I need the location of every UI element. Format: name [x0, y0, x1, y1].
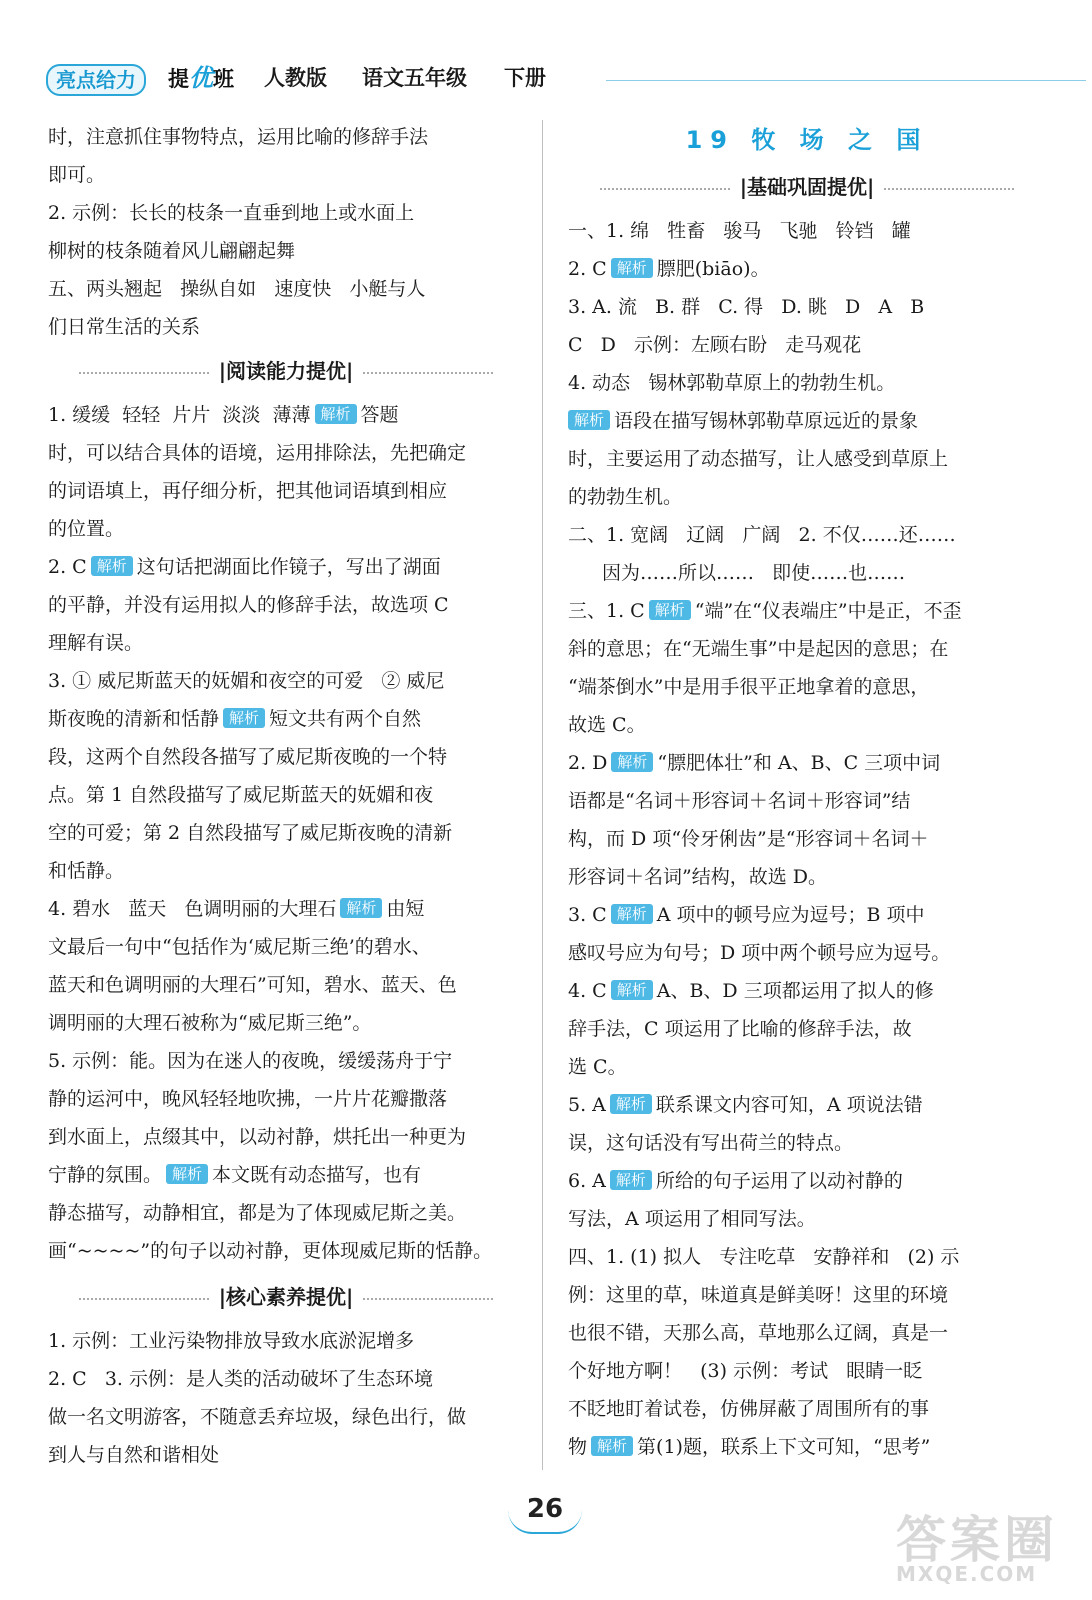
- subject: 语文五年级: [362, 66, 467, 90]
- text-line: 不眨地盯着试卷，仿佛屏蔽了周围所有的事: [568, 1398, 930, 1420]
- text-line: 时，可以结合具体的语境，运用排除法，先把确定: [48, 442, 467, 464]
- analysis-tag: 解析: [91, 556, 133, 576]
- text-line: 故选 C。: [568, 714, 646, 736]
- text-line: 斜的意思；在“无端生事”中是起因的意思；在: [568, 638, 949, 660]
- answer-text: 1. 缓缓 轻轻 片片 淡淡 薄薄: [48, 404, 311, 426]
- text-line: 3. A. 流 B. 群 C. 得 D. 眺 D A B: [568, 296, 925, 318]
- edition: 人教版: [264, 66, 327, 90]
- dotted-rule: [884, 188, 1014, 190]
- section-heading-reading: [48, 352, 524, 390]
- dotted-rule: [79, 1298, 209, 1300]
- text-line: 选 C。: [568, 1056, 627, 1078]
- text-line: 柳树的枝条随着风儿翩翩起舞: [48, 240, 296, 262]
- answer-line: [48, 1156, 421, 1194]
- answer-line: [568, 972, 934, 1010]
- section-label: |阅读能力提优|: [218, 359, 354, 383]
- section-label: |核心素养提优|: [218, 1285, 354, 1309]
- series-title: [168, 62, 234, 95]
- analysis-tag: 解析: [223, 708, 265, 728]
- text-line: 个好地方啊！ (3) 示例：考试 眼睛一眨: [568, 1360, 923, 1382]
- analysis-tag: 解析: [610, 1094, 652, 1114]
- dotted-rule: [600, 188, 730, 190]
- analysis-tag: 解析: [610, 1170, 652, 1190]
- answer-text: 2. D: [568, 752, 608, 774]
- text-line: 2. C 3. 示例：是人类的活动破坏了生态环境: [48, 1368, 433, 1390]
- text-line: 时，注意抓住事物特点，运用比喻的修辞手法: [48, 126, 429, 148]
- text-line: 语都是“名词＋形容词＋名词＋形容词”结: [568, 790, 911, 812]
- text-line: 4. 动态 锡林郭勒草原上的勃勃生机。: [568, 372, 896, 394]
- analysis-text: 第(1)题，联系上下文可知，“思考”: [637, 1436, 931, 1458]
- dotted-rule: [363, 372, 493, 374]
- analysis-line: [568, 402, 918, 440]
- answer-text: 6. A: [568, 1170, 606, 1192]
- text-line: 调明丽的大理石被称为“威尼斯三绝”。: [48, 1012, 372, 1034]
- dotted-rule: [363, 1298, 493, 1300]
- text-line: 即可。: [48, 164, 106, 186]
- text-line: 的词语填上，再仔细分析，把其他词语填到相应: [48, 480, 448, 502]
- brand-badge: 亮点给力: [46, 64, 146, 96]
- text-line: 2. 示例：长长的枝条一直垂到地上或水面上: [48, 202, 415, 224]
- text-line: 画“~~~~”的句子以动衬静，更体现威尼斯的恬静。: [48, 1240, 493, 1262]
- text-line: 的位置。: [48, 518, 125, 540]
- analysis-tag: 解析: [649, 600, 691, 620]
- text-line: 静的运河中，晚风轻轻地吹拂，一片片花瓣撒落: [48, 1088, 448, 1110]
- text-line: 文最后一句中“包括作为‘威尼斯三绝’的碧水、: [48, 936, 431, 958]
- series-pre: 提: [168, 67, 189, 91]
- text-line: 四、1. (1) 拟人 专注吃草 安静祥和 (2) 示: [568, 1246, 960, 1268]
- analysis-text: 短文共有两个自然: [269, 708, 422, 730]
- answer-line: [48, 396, 399, 434]
- answer-text: 三、1. C: [568, 600, 645, 622]
- page-number: 26: [526, 1494, 564, 1524]
- answer-text: 宁静的氛围。: [48, 1164, 163, 1186]
- analysis-tag: 解析: [315, 404, 357, 424]
- text-line: 到水面上，点缀其中，以动衬静，烘托出一种更为: [48, 1126, 467, 1148]
- watermark-url: MXQE.COM: [896, 1562, 1038, 1586]
- answer-text: 2. C: [568, 258, 607, 280]
- section-heading-basic: [568, 168, 1046, 206]
- page-header: [46, 62, 1046, 96]
- text-line: 辞手法，C 项运用了比喻的修辞手法，故: [568, 1018, 912, 1040]
- text-line: 做一名文明游客，不随意丢弃垃圾，绿色出行，做: [48, 1406, 467, 1428]
- text-line: 理解有误。: [48, 632, 144, 654]
- text-line: 因为……所以…… 即使……也……: [602, 562, 906, 584]
- column-divider: [542, 120, 543, 1470]
- analysis-text: “膘肥体壮”和 A、B、C 三项中词: [657, 752, 941, 774]
- text-line: 的平静，并没有运用拟人的修辞手法，故选项 C: [48, 594, 449, 616]
- analysis-tag: 解析: [611, 980, 653, 1000]
- answer-line: [568, 592, 962, 630]
- text-line: 到人与自然和谐相处: [48, 1444, 220, 1466]
- answer-text: 物: [568, 1436, 588, 1458]
- answer-text: 2. C: [48, 556, 87, 578]
- answer-line: [568, 744, 940, 782]
- analysis-tag: 解析: [611, 752, 653, 772]
- text-line: 的勃勃生机。: [568, 486, 683, 508]
- text-line: 感叹号应为句号；D 项中两个顿号应为逗号。: [568, 942, 951, 964]
- analysis-text: “端”在“仪表端庄”中是正，不歪: [694, 600, 962, 622]
- analysis-tag: 解析: [340, 898, 382, 918]
- text-line: 段，这两个自然段各描写了威尼斯夜晚的一个特: [48, 746, 448, 768]
- text-line: 二、1. 宽阔 辽阔 广阔 2. 不仅……还……: [568, 524, 956, 546]
- analysis-tag: 解析: [166, 1164, 208, 1184]
- text-line: 一、1. 绵 牲畜 骏马 飞驰 铃铛 罐: [568, 220, 911, 242]
- text-line: 空的可爱；第 2 自然段描写了威尼斯夜晚的清新: [48, 822, 453, 844]
- answer-line: [568, 250, 770, 288]
- analysis-text: 这句话把湖面比作镜子，写出了湖面: [136, 556, 441, 578]
- analysis-text: 本文既有动态描写，也有: [212, 1164, 422, 1186]
- answer-text: 斯夜晚的清新和恬静: [48, 708, 220, 730]
- analysis-text: 所给的句子运用了以动衬静的: [655, 1170, 903, 1192]
- analysis-text: A 项中的顿号应为逗号；B 项中: [656, 904, 925, 926]
- analysis-text: 答题: [360, 404, 399, 426]
- text-line: 也很不错，天那么高，草地那么辽阔，真是一: [568, 1322, 949, 1344]
- text-line: 们日常生活的关系: [48, 316, 201, 338]
- text-line: 构，而 D 项“伶牙俐齿”是“形容词＋名词＋: [568, 828, 929, 850]
- analysis-tag: 解析: [568, 410, 610, 430]
- volume: 下册: [504, 66, 546, 90]
- analysis-text: A、B、D 三项都运用了拟人的修: [656, 980, 934, 1002]
- section-label: |基础巩固提优|: [739, 175, 875, 199]
- answer-line: [568, 1428, 930, 1466]
- answer-line: [48, 700, 421, 738]
- analysis-text: 膘肥(biāo)。: [656, 258, 770, 280]
- series-mid: 优: [189, 64, 213, 92]
- page-number-arc: [508, 1510, 582, 1534]
- analysis-tag: 解析: [611, 904, 653, 924]
- analysis-text: 语段在描写锡林郭勒草原远近的景象: [614, 410, 919, 432]
- text-line: 时，主要运用了动态描写，让人感受到草原上: [568, 448, 949, 470]
- text-line: 1. 示例：工业污染物排放导致水底淤泥增多: [48, 1330, 415, 1352]
- answer-line: [568, 1086, 923, 1124]
- analysis-tag: 解析: [591, 1436, 633, 1456]
- text-line: 蓝天和色调明丽的大理石”可知，碧水、蓝天、色: [48, 974, 457, 996]
- answer-text: 5. A: [568, 1094, 606, 1116]
- text-line: 五、两头翘起 操纵自如 速度快 小艇与人: [48, 278, 426, 300]
- watermark-text: 答案圈: [896, 1511, 1058, 1569]
- answer-text: 3. C: [568, 904, 607, 926]
- watermark-logo: [896, 1500, 1066, 1590]
- analysis-text: 联系课文内容可知，A 项说法错: [655, 1094, 923, 1116]
- text-line: 写法，A 项运用了相同写法。: [568, 1208, 816, 1230]
- series-post: 班: [213, 67, 234, 91]
- answer-text: 4. C: [568, 980, 607, 1002]
- answer-line: [48, 548, 441, 586]
- text-line: 点。第 1 自然段描写了威尼斯蓝天的妩媚和夜: [48, 784, 434, 806]
- answer-line: [568, 896, 925, 934]
- section-heading-core: [48, 1278, 524, 1316]
- analysis-text: 由短: [386, 898, 425, 920]
- header-rule: [606, 80, 1086, 81]
- text-line: 静态描写，动静相宜，都是为了体现威尼斯之美。: [48, 1202, 467, 1224]
- text-line: C D 示例：左顾右盼 走马观花: [568, 334, 862, 356]
- text-line: 和恬静。: [48, 860, 125, 882]
- lesson-title: 19 牧 场 之 国: [685, 126, 929, 154]
- answer-text: 4. 碧水 蓝天 色调明丽的大理石: [48, 898, 337, 920]
- analysis-tag: 解析: [611, 258, 653, 278]
- dotted-rule: [79, 372, 209, 374]
- text-line: 形容词＋名词”结构，故选 D。: [568, 866, 827, 888]
- text-line: 误，这句话没有写出荷兰的特点。: [568, 1132, 854, 1154]
- answer-line: [48, 890, 424, 928]
- text-line: 例：这里的草，味道真是鲜美呀！这里的环境: [568, 1284, 949, 1306]
- text-line: 5. 示例：能。因为在迷人的夜晚，缓缓荡舟于宁: [48, 1050, 453, 1072]
- text-line: “端茶倒水”中是用手很平正地拿着的意思，: [568, 676, 930, 698]
- answer-line: [568, 1162, 903, 1200]
- text-line: 3. ① 威尼斯蓝天的妩媚和夜空的可爱 ② 威尼: [48, 670, 445, 692]
